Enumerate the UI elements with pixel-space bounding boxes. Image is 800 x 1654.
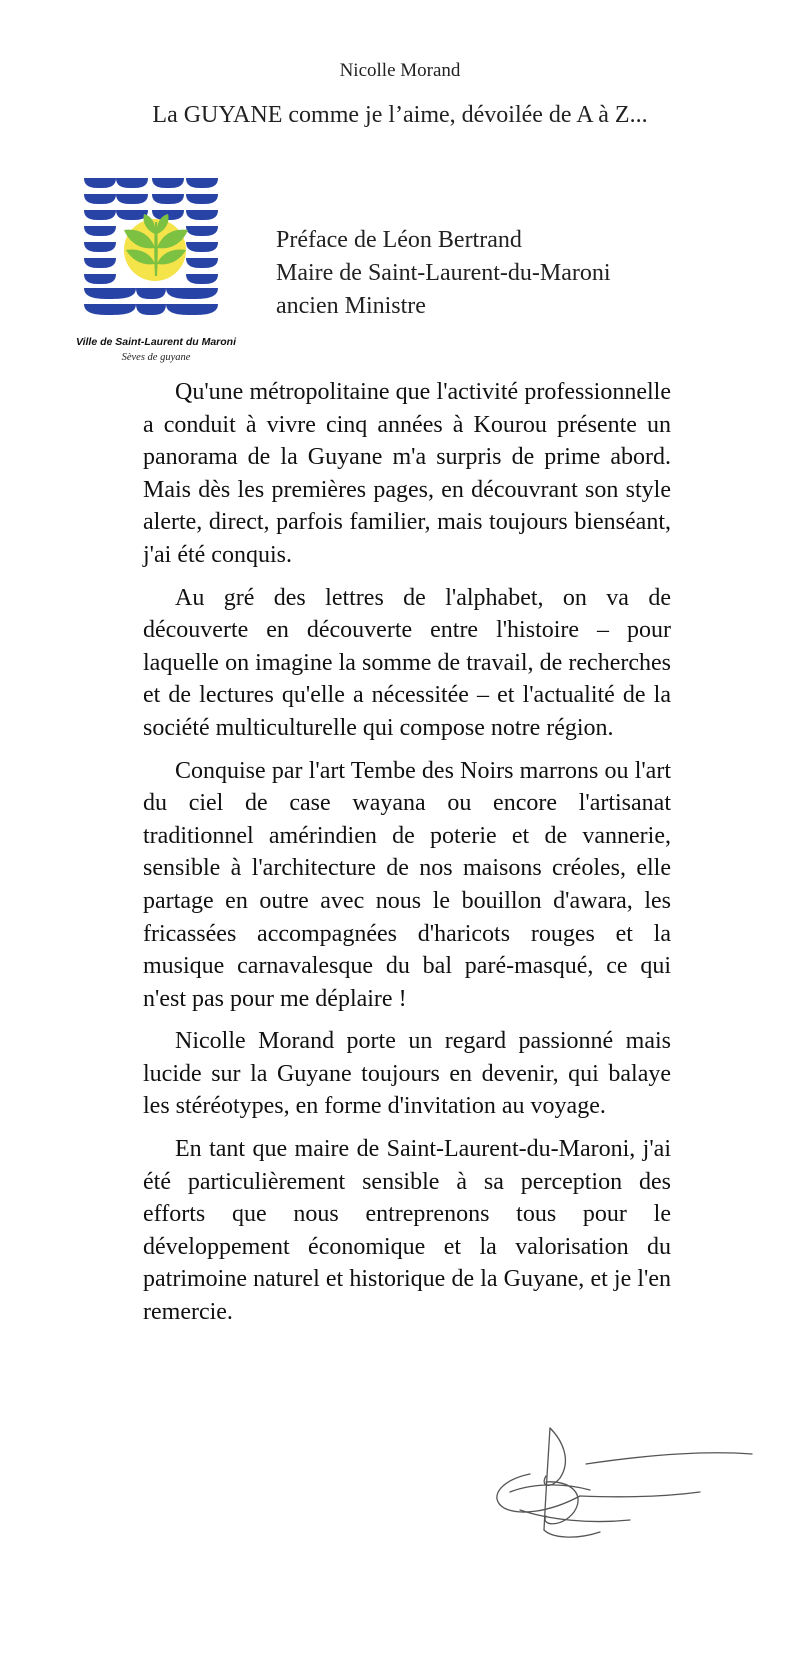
logo-caption: Ville de Saint-Laurent du Maroni bbox=[75, 336, 237, 348]
preface-title: ancien Ministre bbox=[276, 293, 426, 319]
paragraph: Au gré des lettres de l'alphabet, on va de découverte en découverte entre l'histoire – pour laquelle on imagine la somme de travail, de recherches et de lectures qu'elle a nécessitée – et l'actualité de la société multiculturelle qui compose notre région. bbox=[143, 584, 671, 741]
paragraph: Conquise par l'art Tembe des Noirs marrons ou l'art du ciel de case wayana ou encore l'artisanat traditionnel amérindien de poterie et de vannerie, sensible à l'architecture de nos maisons créoles, elle partage en outre avec nous le bouillon d'awara, les fricassées accompagnées d'haricots rouges et la musique carnavalesque du bal paré-masqué, ce qui n'est pas pour me déplaire ! bbox=[143, 757, 671, 1012]
handwritten-signature-icon bbox=[490, 1420, 780, 1550]
paragraph: En tant que maire de Saint-Laurent-du-Maroni, j'ai été particulièrement sensible à sa perception des efforts que nous entreprenons tous pour le développement économique et la valorisation du patrimoine naturel et historique de la Guyane, et je l'en remercie. bbox=[143, 1136, 671, 1326]
preface-role: Maire de Saint-Laurent-du-Maroni bbox=[276, 260, 611, 286]
book-author: Nicolle Morand bbox=[339, 60, 461, 81]
logo-subcaption: Sèves de guyane bbox=[121, 352, 191, 363]
book-title: La GUYANE comme je l’aime, dévoilée de A à Z... bbox=[152, 102, 648, 128]
preface-text bbox=[143, 376, 671, 1339]
paragraph: Qu'une métropolitaine que l'activité professionnelle a conduit à vivre cinq années à Kourou présente un panorama de la Guyane m'a surpris de prime abord. Mais dès les premières pages, en découvrant son style alerte, direct, parfois familier, mais toujours bienséant, j'ai été conquis. bbox=[143, 379, 671, 568]
paragraph: Nicolle Morand porte un regard passionné mais lucide sur la Guyane toujours en devenir, qui balaye les stéréotypes, en forme d'invitation au voyage. bbox=[143, 1028, 671, 1120]
preface-author: Préface de Léon Bertrand bbox=[276, 227, 522, 253]
preface-block bbox=[276, 224, 611, 323]
saint-laurent-du-maroni-logo-icon bbox=[62, 178, 252, 378]
